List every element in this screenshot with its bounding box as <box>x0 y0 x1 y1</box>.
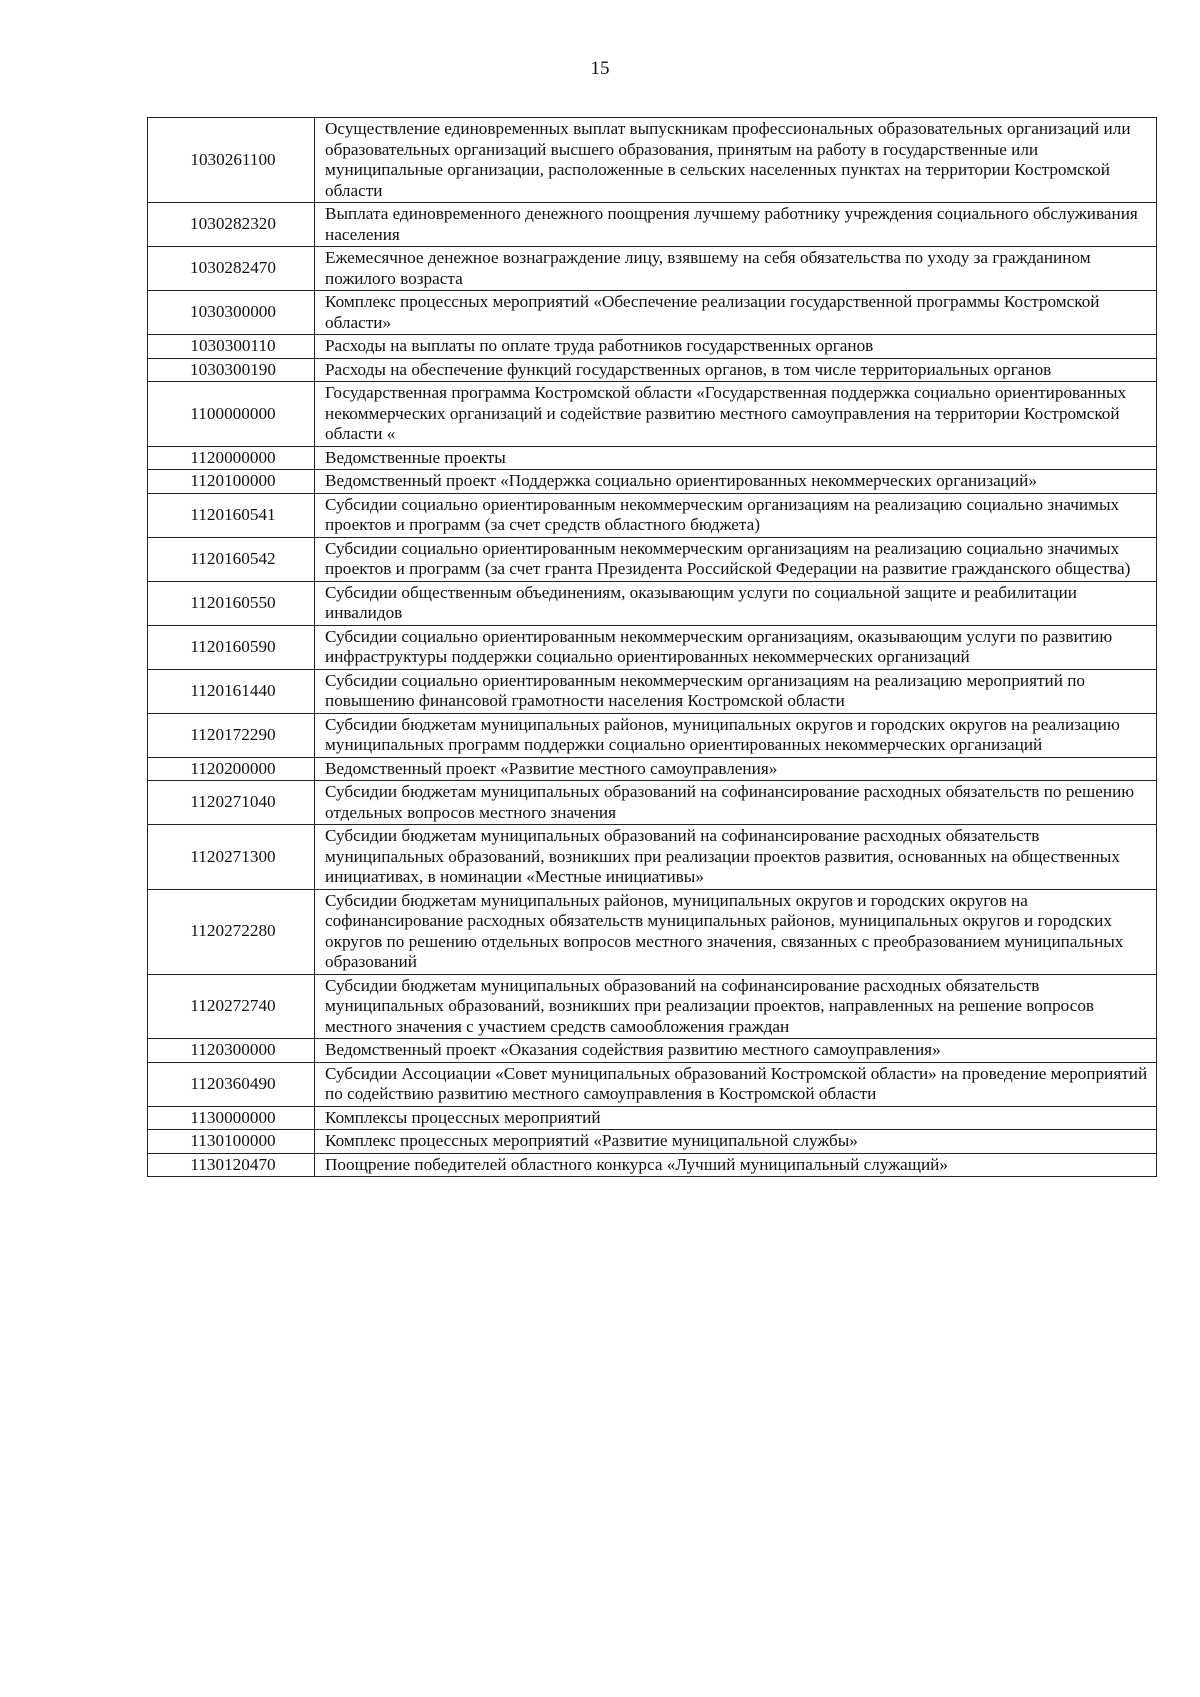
code-cell: 1120160541 <box>148 493 315 537</box>
description-cell: Ежемесячное денежное вознаграждение лицу, взявшему на себя обязательства по уходу за гражданином пожилого возраста <box>315 247 1157 291</box>
code-cell: 1120000000 <box>148 446 315 470</box>
code-cell: 1120360490 <box>148 1062 315 1106</box>
table-row <box>148 291 1157 335</box>
table-row <box>148 537 1157 581</box>
description-cell: Субсидии бюджетам муниципальных районов, муниципальных округов и городских округов на реализацию муниципальных программ поддержки социально ориентированных некоммерческих организаций <box>315 713 1157 757</box>
table-row <box>148 757 1157 781</box>
description-cell: Расходы на выплаты по оплате труда работников государственных органов <box>315 335 1157 359</box>
description-cell: Ведомственный проект «Развитие местного самоуправления» <box>315 757 1157 781</box>
code-cell: 1120272740 <box>148 974 315 1039</box>
code-cell: 1120160542 <box>148 537 315 581</box>
description-cell: Субсидии социально ориентированным некоммерческим организациям на реализацию мероприятий по повышению финансовой грамотности населения Костромской области <box>315 669 1157 713</box>
code-cell: 1120160590 <box>148 625 315 669</box>
description-cell: Осуществление единовременных выплат выпускникам профессиональных образовательных организаций или образовательных организаций высшего образования, принятым на работу в государственные или муниципальные организации, расположенные в сельских населенных пунктах на территории Костромской области <box>315 118 1157 203</box>
description-cell: Субсидии бюджетам муниципальных районов, муниципальных округов и городских округов на софинансирование расходных обязательств муниципальных районов, муниципальных округов и городских округов по решению отдельных вопросов местного значения, связанных с преобразованием муниципальных образований <box>315 889 1157 974</box>
table-row <box>148 470 1157 494</box>
code-cell: 1030282320 <box>148 203 315 247</box>
table-row <box>148 581 1157 625</box>
code-cell: 1030300190 <box>148 358 315 382</box>
description-cell: Субсидии Ассоциации «Совет муниципальных образований Костромской области» на проведение мероприятий по содействию развитию местного самоуправления в Костромской области <box>315 1062 1157 1106</box>
table-row <box>148 781 1157 825</box>
table-row <box>148 382 1157 447</box>
code-cell: 1130120470 <box>148 1153 315 1177</box>
description-cell: Субсидии бюджетам муниципальных образований на софинансирование расходных обязательств по решению отдельных вопросов местного значения <box>315 781 1157 825</box>
description-cell: Комплексы процессных мероприятий <box>315 1106 1157 1130</box>
table-row <box>148 1106 1157 1130</box>
table-row <box>148 889 1157 974</box>
code-cell: 1120172290 <box>148 713 315 757</box>
table-row <box>148 335 1157 359</box>
table-row <box>148 1039 1157 1063</box>
description-cell: Расходы на обеспечение функций государственных органов, в том числе территориальных органов <box>315 358 1157 382</box>
table-row <box>148 713 1157 757</box>
code-cell: 1120100000 <box>148 470 315 494</box>
code-cell: 1120300000 <box>148 1039 315 1063</box>
table-row <box>148 446 1157 470</box>
description-cell: Субсидии социально ориентированным некоммерческим организациям на реализацию социально значимых проектов и программ (за счет гранта Президента Российской Федерации на развитие гражданского общества) <box>315 537 1157 581</box>
table-row <box>148 669 1157 713</box>
code-cell: 1030300110 <box>148 335 315 359</box>
description-cell: Выплата единовременного денежного поощрения лучшему работнику учреждения социального обслуживания населения <box>315 203 1157 247</box>
code-cell: 1030282470 <box>148 247 315 291</box>
description-cell: Субсидии социально ориентированным некоммерческим организациям, оказывающим услуги по развитию инфраструктуры поддержки социально ориентированных некоммерческих организаций <box>315 625 1157 669</box>
description-cell: Субсидии социально ориентированным некоммерческим организациям на реализацию социально значимых проектов и программ (за счет средств областного бюджета) <box>315 493 1157 537</box>
table-row <box>148 203 1157 247</box>
table-row <box>148 974 1157 1039</box>
description-cell: Субсидии бюджетам муниципальных образований на софинансирование расходных обязательств муниципальных образований, возникших при реализации проектов, направленных на решение вопросов местного значения с участием средств самообложения граждан <box>315 974 1157 1039</box>
description-cell: Субсидии бюджетам муниципальных образований на софинансирование расходных обязательств муниципальных образований, возникших при реализации проектов развития, основанных на общественных инициативах, в номинации «Местные инициативы» <box>315 825 1157 890</box>
description-cell: Субсидии общественным объединениям, оказывающим услуги по социальной защите и реабилитации инвалидов <box>315 581 1157 625</box>
table-row <box>148 247 1157 291</box>
description-cell: Комплекс процессных мероприятий «Развитие муниципальной службы» <box>315 1130 1157 1154</box>
code-cell: 1130000000 <box>148 1106 315 1130</box>
table-row <box>148 493 1157 537</box>
description-cell: Ведомственный проект «Поддержка социально ориентированных некоммерческих организаций» <box>315 470 1157 494</box>
code-cell: 1100000000 <box>148 382 315 447</box>
description-cell: Ведомственный проект «Оказания содействия развитию местного самоуправления» <box>315 1039 1157 1063</box>
table-row <box>148 118 1157 203</box>
table-row <box>148 625 1157 669</box>
table-row <box>148 1130 1157 1154</box>
page-number: 15 <box>590 58 610 79</box>
description-cell: Государственная программа Костромской области «Государственная поддержка социально ориентированных некоммерческих организаций и содействие развитию местного самоуправления на территории Костромской области « <box>315 382 1157 447</box>
code-cell: 1120200000 <box>148 757 315 781</box>
description-cell: Комплекс процессных мероприятий «Обеспечение реализации государственной программы Костромской области» <box>315 291 1157 335</box>
code-cell: 1120272280 <box>148 889 315 974</box>
code-cell: 1120271040 <box>148 781 315 825</box>
code-cell: 1120161440 <box>148 669 315 713</box>
code-cell: 1130100000 <box>148 1130 315 1154</box>
code-cell: 1120160550 <box>148 581 315 625</box>
table-row <box>148 1153 1157 1177</box>
table-row <box>148 358 1157 382</box>
description-cell: Поощрение победителей областного конкурса «Лучший муниципальный служащий» <box>315 1153 1157 1177</box>
code-cell: 1120271300 <box>148 825 315 890</box>
table-row <box>148 1062 1157 1106</box>
code-cell: 1030261100 <box>148 118 315 203</box>
table-wrapper <box>147 117 1157 1177</box>
description-cell: Ведомственные проекты <box>315 446 1157 470</box>
code-cell: 1030300000 <box>148 291 315 335</box>
budget-code-table <box>147 117 1157 1177</box>
table-row <box>148 825 1157 890</box>
